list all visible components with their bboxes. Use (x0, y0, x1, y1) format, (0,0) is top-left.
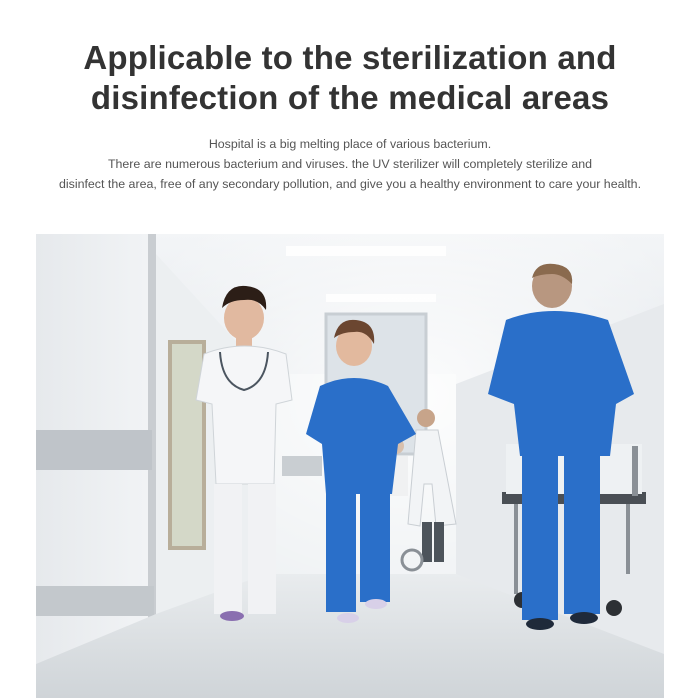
headline (0, 38, 700, 118)
wall-rail (282, 456, 322, 476)
headline-line-1: Applicable to the sterilization and (83, 39, 617, 76)
description-line-1: Hospital is a big melting place of various bacterium. (208, 137, 492, 151)
handrail (36, 430, 152, 470)
description-line-3: disinfect the area, free of any secondary pollution, and give you a healthy environment to care your health. (58, 177, 642, 191)
hospital-scene (36, 234, 664, 698)
door (170, 342, 204, 548)
hospital-corridor-photo (36, 234, 664, 698)
headline-line-2: disinfection of the medical areas (90, 79, 610, 116)
description-line-2: There are numerous bacterium and viruses. the UV sterilizer will completely sterilize and (107, 157, 593, 171)
description (0, 134, 700, 194)
bumper-rail (36, 586, 154, 616)
